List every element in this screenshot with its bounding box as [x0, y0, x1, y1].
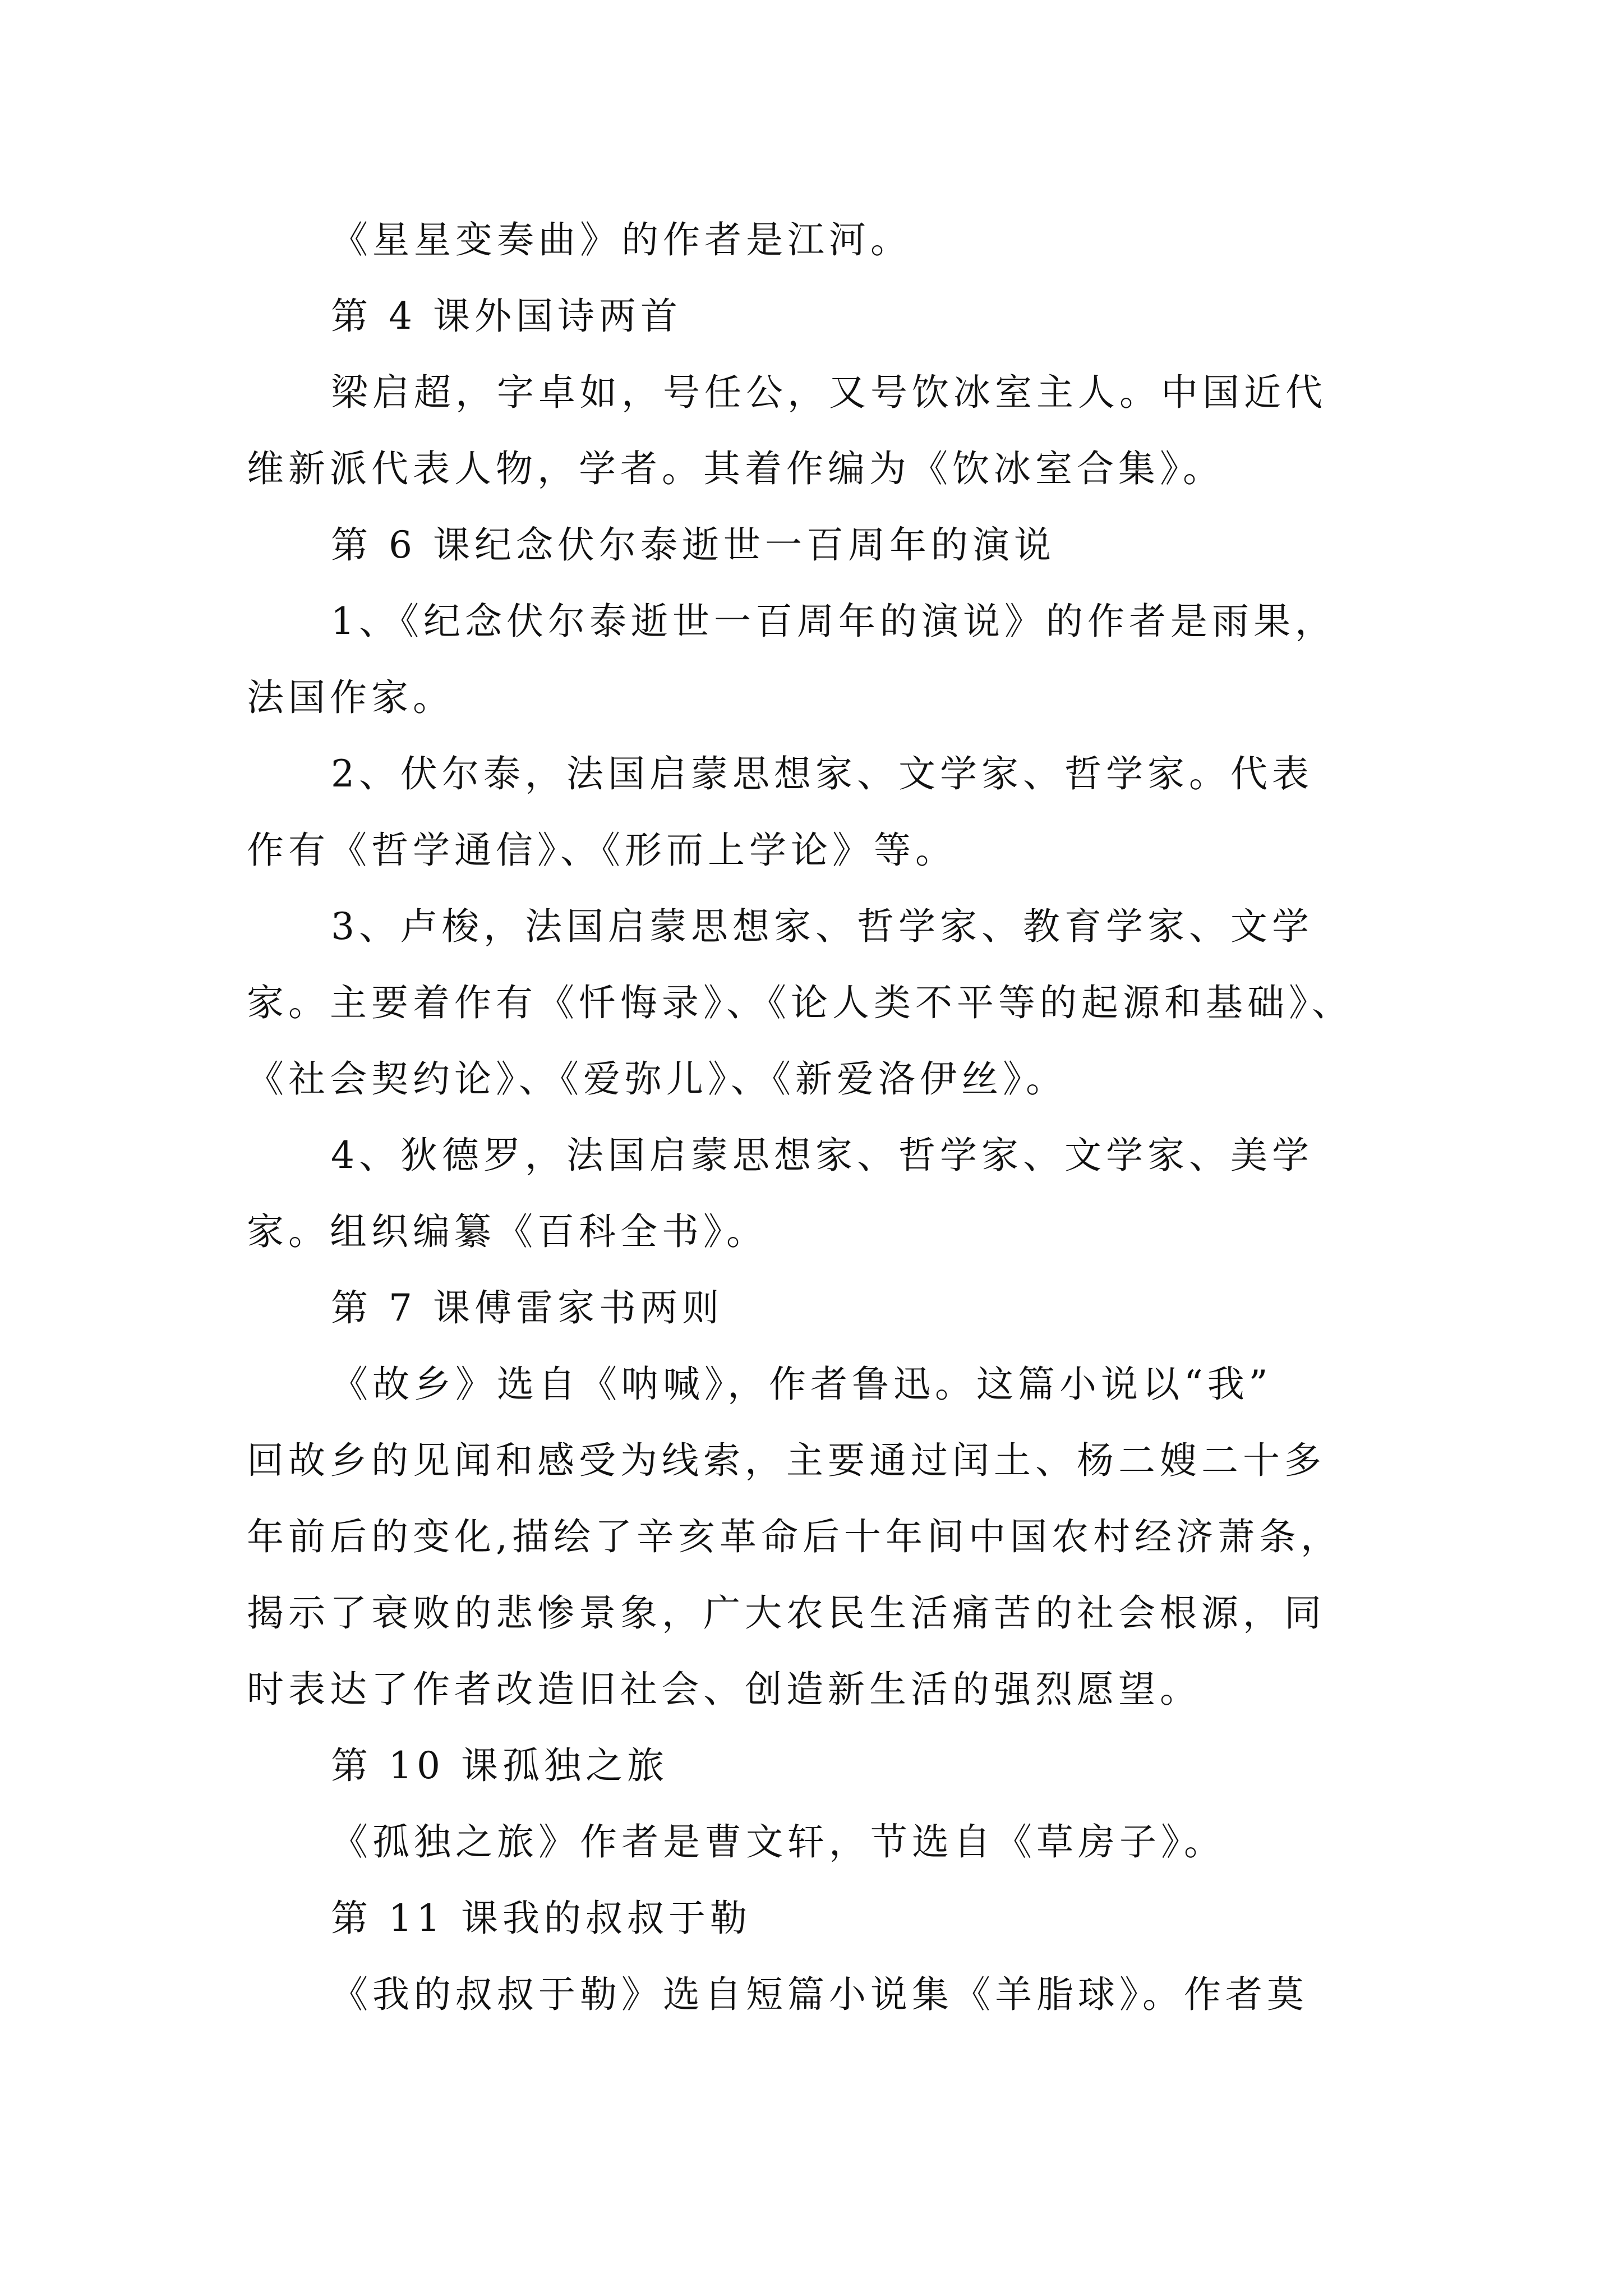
text-line: 2、伏尔泰，法国启蒙思想家、文学家、哲学家。代表 [331, 752, 1313, 795]
text-line: 《我的叔叔于勒》选自短篇小说集《羊脂球》。作者莫 [331, 1973, 1308, 2016]
text-line: 法国作家。 [247, 676, 454, 719]
text-line: 《社会契约论》、《爱弥儿》、《新爱洛伊丝》。 [247, 1057, 1067, 1101]
lesson-heading: 第 11 课我的叔叔于勒 [331, 1897, 751, 1940]
text-line: 4、狄德罗，法国启蒙思想家、哲学家、文学家、美学 [331, 1134, 1313, 1177]
lesson-heading: 第 10 课孤独之旅 [331, 1744, 668, 1787]
text-line: 揭示了衰败的悲惨景象，广大农民生活痛苦的社会根源，同 [247, 1591, 1326, 1635]
text-line: 《星星变奏曲》的作者是江河。 [331, 218, 912, 261]
text-line: 作有《哲学通信》、《形而上学论》等。 [247, 829, 957, 872]
lesson-heading: 第 4 课外国诗两首 [331, 295, 682, 338]
text-line: 梁启超，字卓如，号任公，又号饮冰室主人。中国近代 [331, 371, 1327, 414]
lesson-heading: 第 7 课傅雷家书两则 [331, 1286, 723, 1329]
text-line: 家。主要着作有《忏悔录》、《论人类不平等的起源和基础》、 [247, 981, 1353, 1024]
text-line: 维新派代表人物，学者。其着作编为《饮冰室合集》。 [247, 447, 1224, 490]
text-line: 《孤独之旅》作者是曹文轩，节选自《草房子》。 [331, 1820, 1225, 1864]
text-line: 年前后的变化,描绘了辛亥革命后十年间中国农村经济萧条， [247, 1515, 1342, 1558]
lesson-heading: 第 6 课纪念伏尔泰逝世一百周年的演说 [331, 523, 1055, 567]
text-line: 《故乡》选自《呐喊》，作者鲁迅。这篇小说以“我” [331, 1363, 1272, 1406]
text-line: 1、《纪念伏尔泰逝世一百周年的演说》的作者是雨果， [331, 600, 1336, 643]
text-line: 家。组织编纂《百科全书》。 [247, 1210, 768, 1253]
text-line: 回故乡的见闻和感受为线索，主要通过闰土、杨二嫂二十多 [247, 1439, 1326, 1482]
text-line: 时表达了作者改造旧社会、创造新生活的强烈愿望。 [247, 1668, 1201, 1711]
text-line: 3、卢梭，法国启蒙思想家、哲学家、教育学家、文学 [331, 905, 1313, 948]
